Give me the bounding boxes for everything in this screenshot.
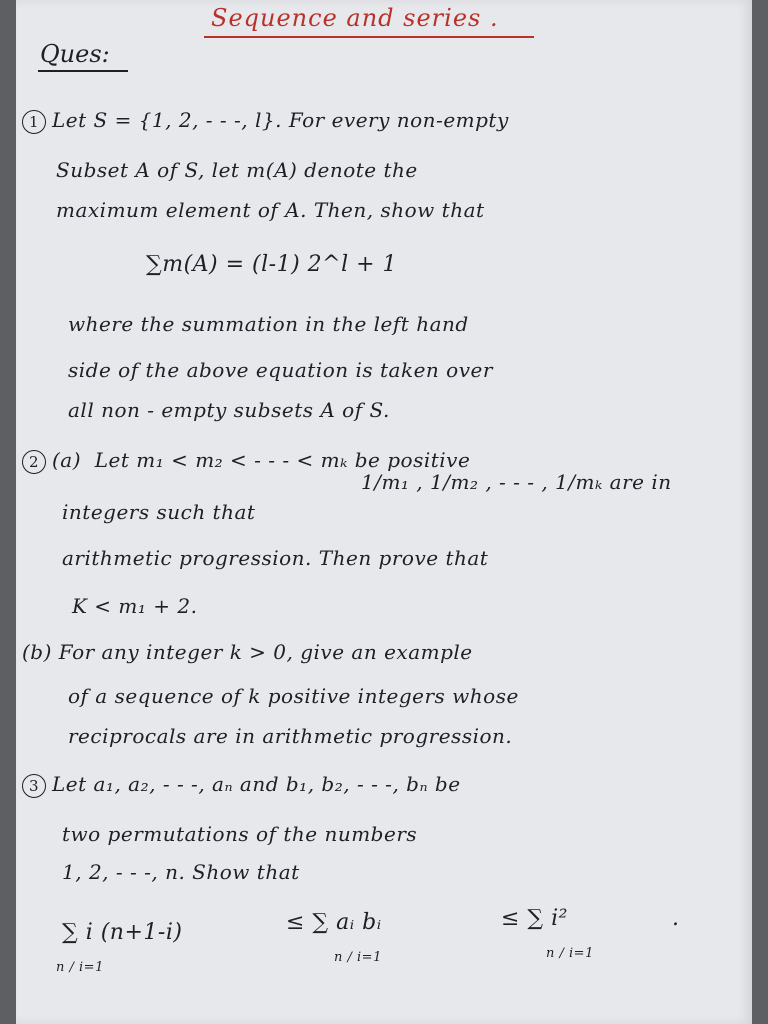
- q1-line-1: 1 Let S = {1, 2, - - -, l}. For every non-empty: [22, 108, 509, 134]
- q2-fractions: 1/m₁ , 1/m₂ , - - - , 1/mₖ are in: [361, 470, 672, 494]
- q2-part-a-label: (a): [52, 448, 82, 472]
- q3-left-limits: n / i=1: [56, 960, 104, 975]
- q2b-line-2: of a sequence of k positive integers whose: [68, 684, 519, 708]
- q2-line-1: 2 (a) Let m₁ < m₂ < - - - < mₖ be positive: [22, 448, 470, 474]
- q2b-line-1: (b) For any integer k > 0, give an example: [22, 640, 473, 664]
- q3-line-1: 3 Let a₁, a₂, - - -, aₙ and b₁, b₂, - - -, bₙ be: [22, 772, 461, 798]
- q3-inequality-end: .: [672, 906, 680, 931]
- q2-line-4: K < m₁ + 2.: [72, 594, 198, 618]
- title-underline: [204, 36, 534, 38]
- q3-inequality-mid: ≤ ∑ aᵢ bᵢ: [286, 910, 382, 935]
- q2-number: 2: [22, 450, 46, 474]
- page-title: Sequence and series .: [211, 4, 499, 32]
- questions-underline: [38, 70, 128, 72]
- q3-inequality-right: ≤ ∑ i²: [501, 906, 568, 931]
- q3-right-limits: n / i=1: [546, 946, 594, 961]
- q1-line-7: all non - empty subsets A of S.: [68, 398, 390, 422]
- q1-number: 1: [22, 110, 46, 134]
- q1-line-2: Subset A of S, let m(A) denote the: [56, 158, 418, 182]
- q2-part-b-label: (b): [22, 640, 52, 664]
- q2b-line-3: reciprocals are in arithmetic progression.: [68, 724, 513, 748]
- q1-line-3: maximum element of A. Then, show that: [56, 198, 485, 222]
- q2-line-3: arithmetic progression. Then prove that: [62, 546, 489, 570]
- notebook-page: [16, 0, 752, 1024]
- q2-line-2: integers such that: [62, 500, 256, 524]
- q3-inequality-left: ∑ i (n+1-i): [62, 920, 183, 945]
- q1-line-6: side of the above equation is taken over: [68, 358, 493, 382]
- q1-line-5: where the summation in the left hand: [68, 312, 469, 336]
- questions-label: Ques:: [40, 40, 110, 68]
- q3-line-2: two permutations of the numbers: [62, 822, 418, 846]
- q3-mid-limits: n / i=1: [334, 950, 382, 965]
- q3-line-3: 1, 2, - - -, n. Show that: [62, 860, 300, 884]
- q1-equation: ∑m(A) = (l-1) 2^l + 1: [146, 252, 398, 277]
- q3-number: 3: [22, 774, 46, 798]
